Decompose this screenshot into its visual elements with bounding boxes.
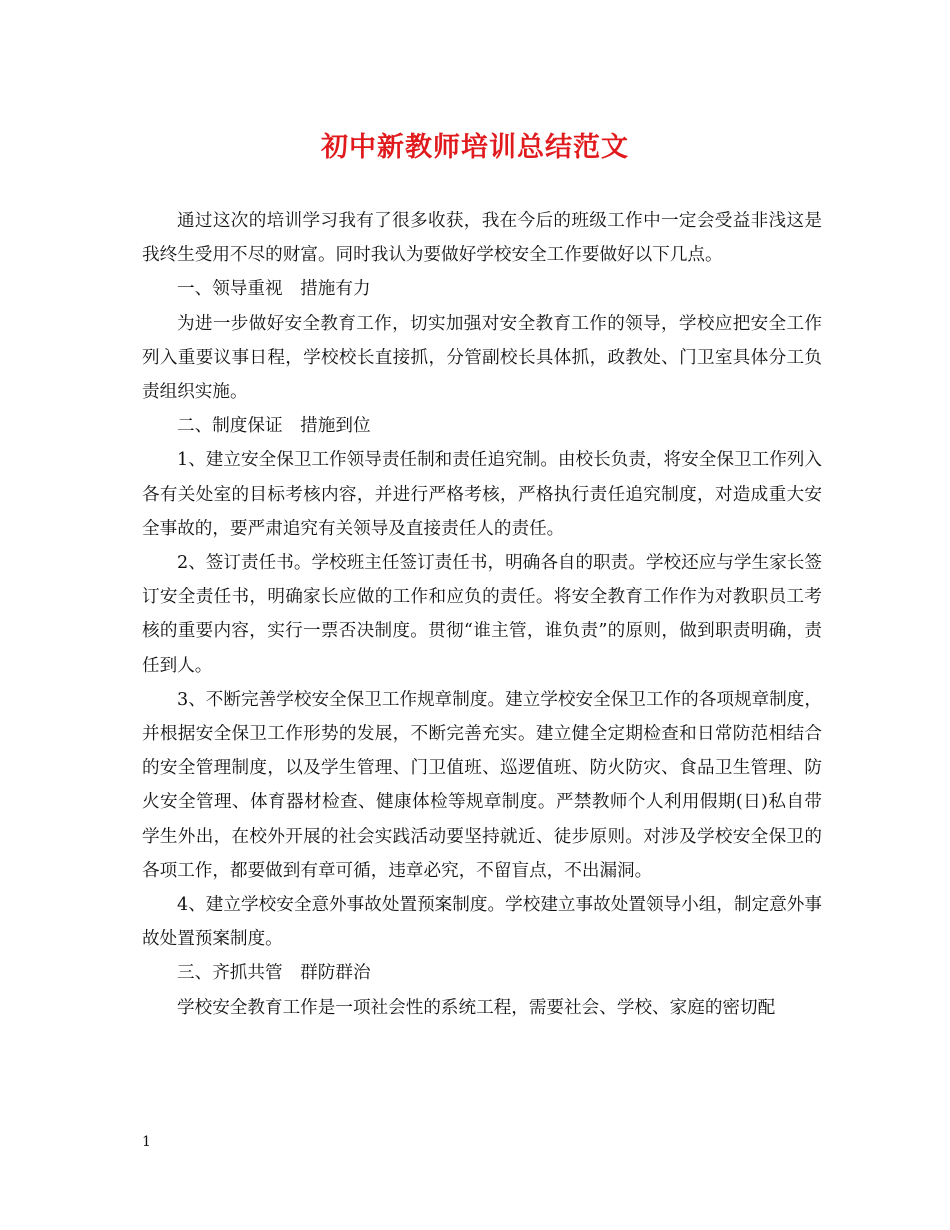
paragraph-item-3: 3、不断完善学校安全保卫工作规章制度。建立学校安全保卫工作的各项规章制度，并根据安全保卫工作形势的发展，不断完善充实。建立健全定期检查和日常防范相结合的安全管理制度，以及学生管理、门卫值班、巡逻值班、防火防灾、食品卫生管理、防火安全管理、体育器材检查、健康体检等规章制度。严禁教师个人利用假期(日)私自带学生外出，在校外开展的社会实践活动要坚持就近、徒步原则。对涉及学校安全保卫的各项工作，都要做到有章可循，违章必究，不留盲点，不出漏洞。 [142, 689, 822, 881]
paragraph-leadership: 为进一步做好安全教育工作，切实加强对安全教育工作的领导，学校应把安全工作列入重要议事日程，学校校长直接抓，分管副校长具体抓，政教处、门卫室具体分工负责组织实施。 [142, 313, 822, 403]
section-heading-1: 一、领导重视 措施有力 [177, 279, 371, 300]
paragraph-item-1: 1、建立安全保卫工作领导责任制和责任追究制。由校长负责，将安全保卫工作列入各有关处室的目标考核内容，并进行严格考核，严格执行责任追究制度，对造成重大安全事故的，要严肃追究有关领导及直接责任人的责任。 [142, 450, 822, 539]
paragraph-cooperation: 学校安全教育工作是一项社会性的系统工程，需要社会、学校、家庭的密切配 [177, 997, 776, 1018]
document-body [142, 204, 822, 1025]
document-title: 初中新教师培训总结范文 [321, 132, 629, 163]
paragraph-item-2: 2、签订责任书。学校班主任签订责任书，明确各自的职责。学校还应与学生家长签订安全责任书，明确家长应做的工作和应负的责任。将安全教育工作作为对教职员工考核的重要内容，实行一票否决制度。贯彻“谁主管，谁负责”的原则，做到职责明确，责任到人。 [142, 553, 822, 676]
page-number: 1 [142, 1134, 151, 1150]
section-heading-2: 二、制度保证 措施到位 [177, 416, 371, 437]
section-heading-3: 三、齐抓共管 群防群治 [177, 963, 371, 984]
paragraph-intro: 通过这次的培训学习我有了很多收获，我在今后的班级工作中一定会受益非浅这是我终生受用不尽的财富。同时我认为要做好学校安全工作要做好以下几点。 [142, 211, 822, 266]
paragraph-item-4: 4、建立学校安全意外事故处置预案制度。学校建立事故处置领导小组，制定意外事故处置预案制度。 [142, 895, 822, 950]
